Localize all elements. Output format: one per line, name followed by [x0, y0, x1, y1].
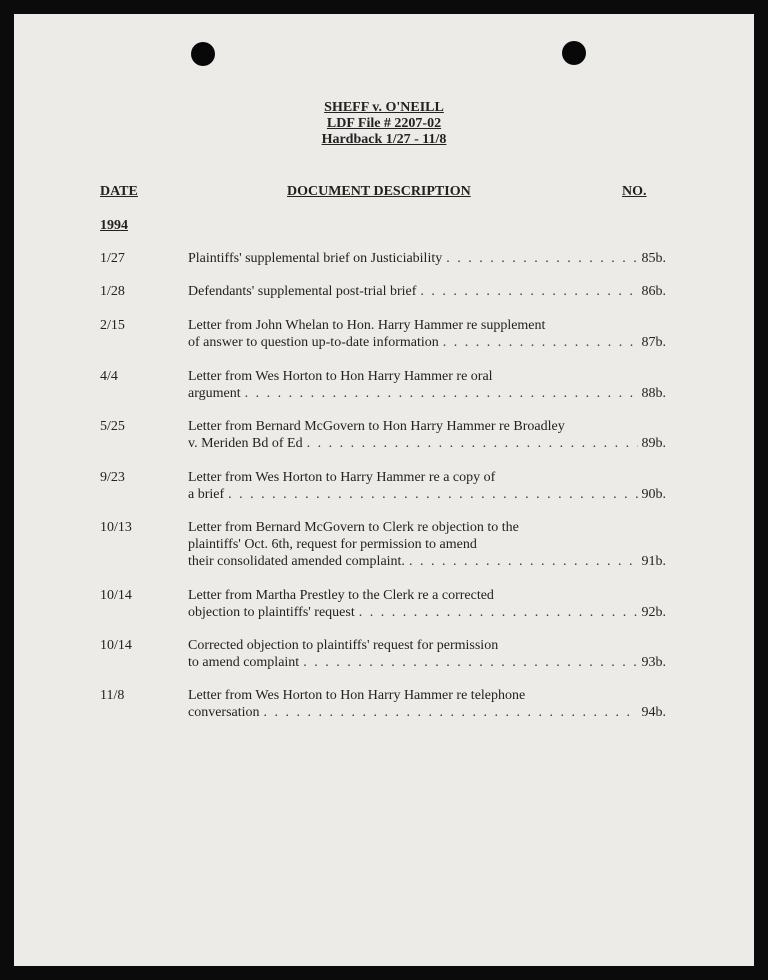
entry-date: 10/14 [100, 588, 132, 603]
entry-date: 1/27 [100, 251, 125, 266]
entry-date: 2/15 [100, 318, 125, 333]
entry-text-line: a brief [188, 487, 225, 502]
entry-text-line: Letter from Wes Horton to Harry Hammer re a copy of [188, 470, 496, 485]
entry-number: 87b. [641, 335, 666, 350]
entry-text-line: Letter from Martha Prestley to the Clerk re a corrected [188, 588, 494, 603]
case-title: SHEFF v. O'NEILL [324, 100, 444, 115]
entry-text-line: plaintiffs' Oct. 6th, request for permission to amend [188, 537, 477, 552]
entry-final-line [188, 704, 666, 721]
entry-date: 9/23 [100, 470, 125, 485]
entry-description [188, 250, 666, 267]
entry-final-line [188, 250, 666, 267]
entry-text-line: Letter from Bernard McGovern to Clerk re objection to the [188, 520, 519, 535]
entry-number: 85b. [641, 251, 666, 266]
entry-number: 91b. [641, 554, 666, 569]
entry-final-line [188, 654, 666, 671]
entry-text-line: objection to plaintiffs' request [188, 605, 355, 620]
entry-text-line: conversation [188, 705, 260, 720]
entry-description [188, 519, 666, 570]
entry-description [188, 283, 666, 300]
punch-hole-right [562, 41, 586, 65]
entry-number: 90b. [641, 487, 666, 502]
dot-leader [409, 553, 638, 570]
dot-leader [307, 435, 638, 452]
entry-text-line: Letter from John Whelan to Hon. Harry Hammer re supplement [188, 318, 546, 333]
entry-text-line: Letter from Bernard McGovern to Hon Harry Hammer re Broadley [188, 419, 565, 434]
entry-text-line: argument [188, 386, 241, 401]
entry-number: 89b. [641, 436, 666, 451]
entry-description [188, 368, 666, 402]
year-heading: 1994 [100, 218, 128, 233]
entry-description [188, 469, 666, 503]
dot-leader [264, 704, 638, 721]
entry-text-line: v. Meriden Bd of Ed [188, 436, 303, 451]
entry-final-line [188, 604, 666, 621]
entry-number: 86b. [641, 284, 666, 299]
entry-date: 4/4 [100, 369, 118, 384]
entry-text-line: of answer to question up-to-date information [188, 335, 439, 350]
dot-leader [359, 604, 638, 621]
dot-leader [446, 250, 637, 267]
dot-leader [420, 283, 637, 300]
entry-description [188, 317, 666, 351]
entry-text-line: Letter from Wes Horton to Hon Harry Hammer re oral [188, 369, 493, 384]
entry-description [188, 637, 666, 671]
entry-text-line: Corrected objection to plaintiffs' request for permission [188, 638, 499, 653]
entry-date: 10/13 [100, 520, 132, 535]
dot-leader [303, 654, 637, 671]
entry-date: 5/25 [100, 419, 125, 434]
entry-date: 11/8 [100, 688, 125, 703]
column-header-number: NO. [622, 184, 647, 199]
entry-number: 88b. [641, 386, 666, 401]
file-number: LDF File # 2207-02 [326, 116, 442, 131]
dot-leader [245, 385, 638, 402]
entry-text-line: Plaintiffs' supplemental brief on Justiciability [188, 251, 443, 266]
entry-number: 93b. [641, 655, 666, 670]
entry-description [188, 587, 666, 621]
document-heading [14, 100, 754, 148]
entry-date: 10/14 [100, 638, 132, 653]
entry-number: 92b. [641, 605, 666, 620]
entry-final-line [188, 435, 666, 452]
entry-text-line: their consolidated amended complaint. [188, 554, 405, 569]
entry-text-line: Defendants' supplemental post-trial brief [188, 284, 417, 299]
entry-number: 94b. [641, 705, 666, 720]
column-header-date: DATE [100, 184, 138, 199]
entry-text-line: Letter from Wes Horton to Hon Harry Hammer re telephone [188, 688, 526, 703]
entry-final-line [188, 283, 666, 300]
entry-text-line: to amend complaint [188, 655, 300, 670]
entry-final-line [188, 334, 666, 351]
entry-description [188, 418, 666, 452]
punch-hole-left [191, 42, 215, 66]
dot-leader [228, 486, 637, 503]
entry-description [188, 687, 666, 721]
entry-final-line [188, 553, 666, 570]
entry-date: 1/28 [100, 284, 125, 299]
hardback-range: Hardback 1/27 - 11/8 [321, 132, 447, 147]
dot-leader [443, 334, 638, 351]
entry-final-line [188, 385, 666, 402]
column-header-description: DOCUMENT DESCRIPTION [287, 184, 471, 199]
document-page [14, 14, 754, 966]
entry-final-line [188, 486, 666, 503]
